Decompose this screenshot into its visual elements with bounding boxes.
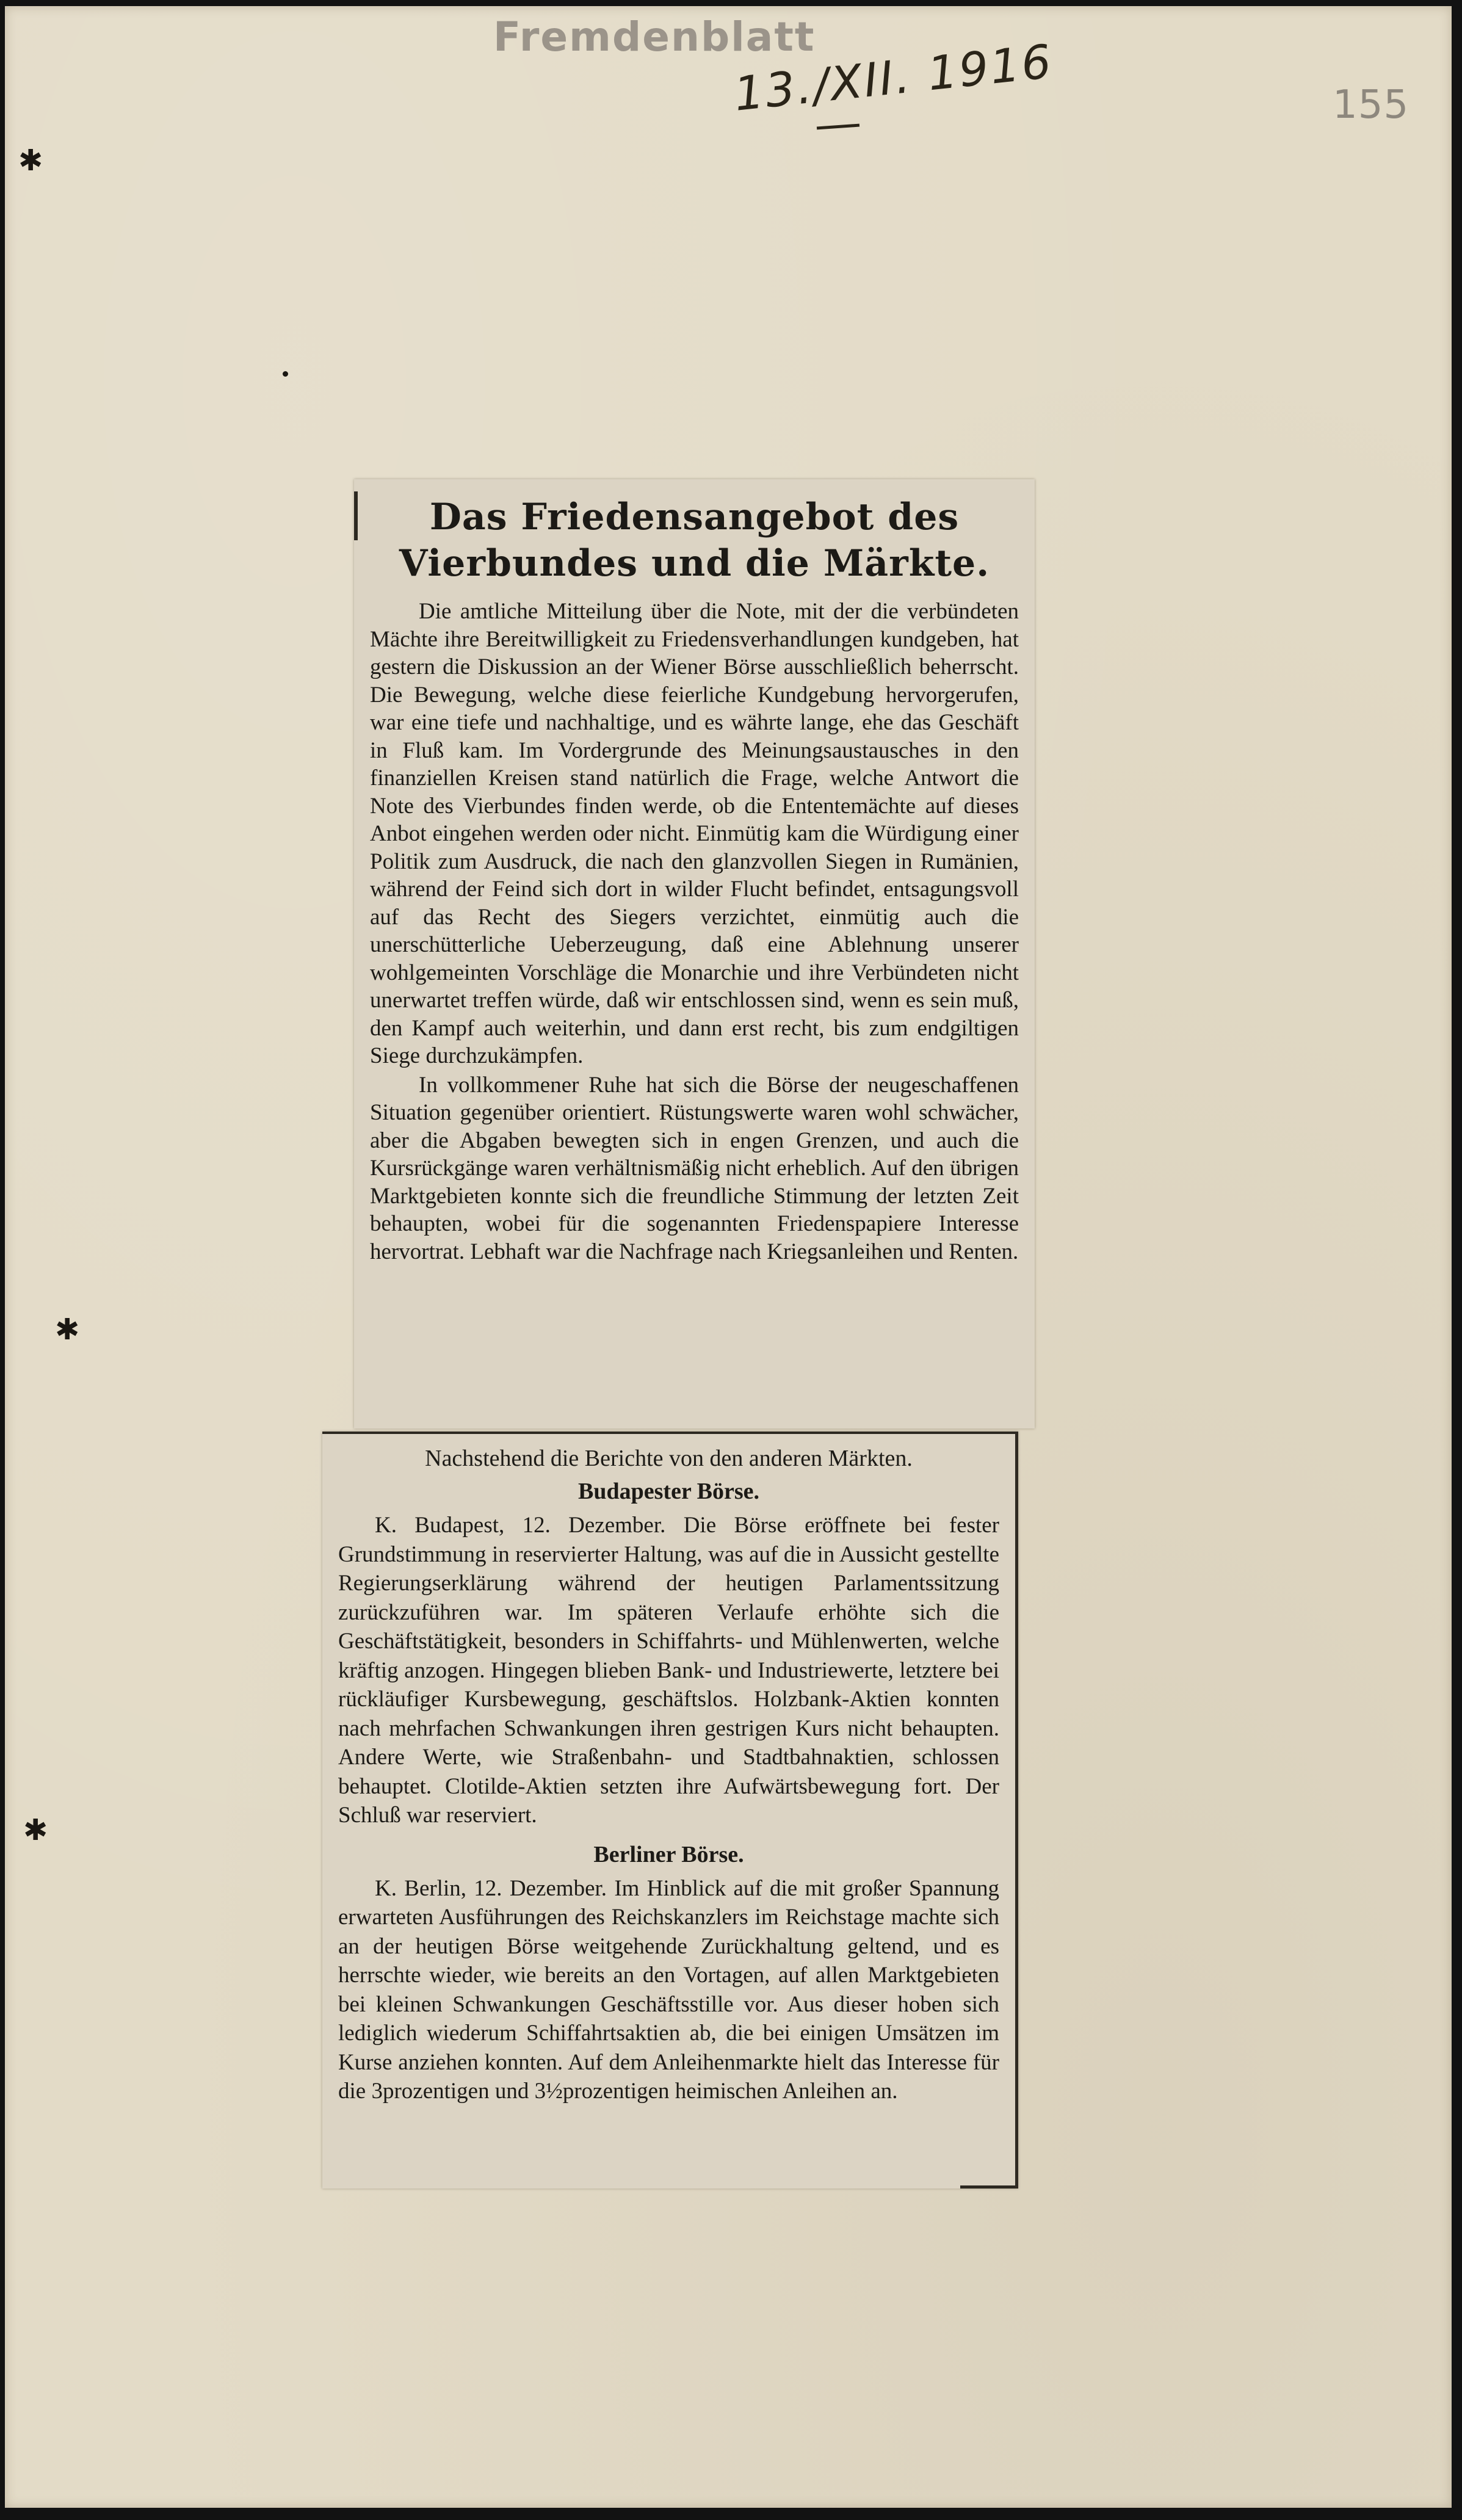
- article-paragraph: In vollkommener Ruhe hat sich die Börse der neugeschaffenen Situation gegenüber orientiert. Rüstungswerte waren wohl schwächer, aber die Abgaben bewegten sich in engen Grenzen, und auch die Kursrückgänge waren verhältnismäßig nicht erheblich. Auf den übrigen Marktgebieten konnte sich die freundliche Stimmung der letzten Zeit behaupten, wobei für die sogenannten Friedenspapiere Interesse hervortrat. Lebhaft war die Nachfrage nach Kriegsanleihen und Renten.: [370, 1072, 1019, 1264]
- markets-intro: Nachstehend die Berichte von den anderen Märkten.: [425, 1446, 913, 1471]
- dot-mark: [283, 371, 288, 377]
- date-underline: [817, 124, 859, 130]
- tack-mark-icon: ✱: [55, 1312, 80, 1347]
- handwritten-date: 13./XII. 1916: [731, 34, 1055, 121]
- article-headline: Das Friedensangebot des Vierbundes und die Märkte.: [399, 496, 990, 585]
- tack-mark-icon: ✱: [23, 1813, 48, 1847]
- clip-bottom-rule: [960, 2185, 1015, 2189]
- budapest-heading: Budapester Börse.: [578, 1479, 759, 1504]
- clipping-main-article: [354, 479, 1035, 1428]
- tack-mark-icon: ✱: [18, 143, 43, 178]
- article-paragraph: Die amtliche Mitteilung über die Note, mit der die verbündeten Mächte ihre Bereitwilligkeit zu Friedensverhandlungen kundgeben, hat gestern die Diskussion an der Wiener Börse ausschließlich beherrscht. Die Bewegung, welche diese feierliche Kundgebung hervorgerufen, war eine tiefe und nachhaltige, und es währte lange, ehe das Geschäft in Fluß kam. Im Vordergrunde des Meinungsaustausches in den finanziellen Kreisen stand natürlich die Frage, welche Antwort die Note des Vierbundes finden werde, ob die Ententemächte auf dieses Anbot eingehen werden oder nicht. Einmütig kam die Würdigung einer Politik zum Ausdruck, die nach den glanzvollen Siegen in Rumänien, während der Feind sich dort in wilder Flucht befindet, entsagungsvoll auf das Recht des Siegers verzichtet, einmütig auch die unerschütterliche Ueberzeugung, daß eine Ablehnung unserer wohlgemeinten Vorschläge die Monarchie und ihre Verbündeten nicht unerwartet treffen würde, daß wir entschlossen sind, wenn es sein muß, den Kampf auch weiterhin, und dann erst recht, bis zum endgiltigen Siege durchzukämpfen.: [370, 599, 1019, 1068]
- newspaper-stamp: Fremdenblatt: [493, 13, 816, 60]
- clipping-market-reports: [322, 1432, 1018, 2189]
- berlin-report: K. Berlin, 12. Dezember. Im Hinblick auf die mit großer Spannung erwarteten Ausführungen des Reichskanzlers im Reichstage machte sich an der heutigen Börse weitgehende Zurückhaltung geltend, und es herrschte wieder, wie bereits an den Vortagen, auf allen Marktgebieten bei kleinen Schwankungen Geschäftsstille vor. Aus dieser hoben sich lediglich wiederum Schiffahrtsaktien ab, die bei einigen Umsätzen im Kurse anziehen konnten. Auf dem Anleihenmarkte hielt das Interesse für die 3prozentigen und 3½prozentigen heimischen Anleihen an.: [338, 1875, 999, 2104]
- clip-edge-mark: [354, 491, 358, 540]
- page-number: 155: [1333, 82, 1410, 128]
- budapest-report: K. Budapest, 12. Dezember. Die Börse eröffnete bei fester Grundstimmung in reservierter Haltung, was auf die in Aussicht gestellte Regierungserklärung während der heutigen Parlamentssitzung zurückzuführen war. Im späteren Verlaufe erhöhte sich die Geschäftstätigkeit, besonders in Schiffahrts- und Mühlenwerten, welche kräftig anzogen. Hingegen blieben Bank- und Industriewerte, letztere bei rückläufiger Kursbewegung, geschäftslos. Holzbank-Aktien konnten nach mehrfachen Schwankungen ihren gestrigen Kurs nicht behaupten. Andere Werte, wie Straßenbahn- und Stadtbahnaktien, schlossen behauptet. Clotilde-Aktien setzten ihre Aufwärtsbewegung fort. Der Schluß war reserviert.: [338, 1513, 999, 1828]
- berlin-heading: Berliner Börse.: [593, 1841, 744, 1867]
- archive-sheet: [5, 6, 1452, 2508]
- clip-top-rule: [322, 1432, 1015, 1434]
